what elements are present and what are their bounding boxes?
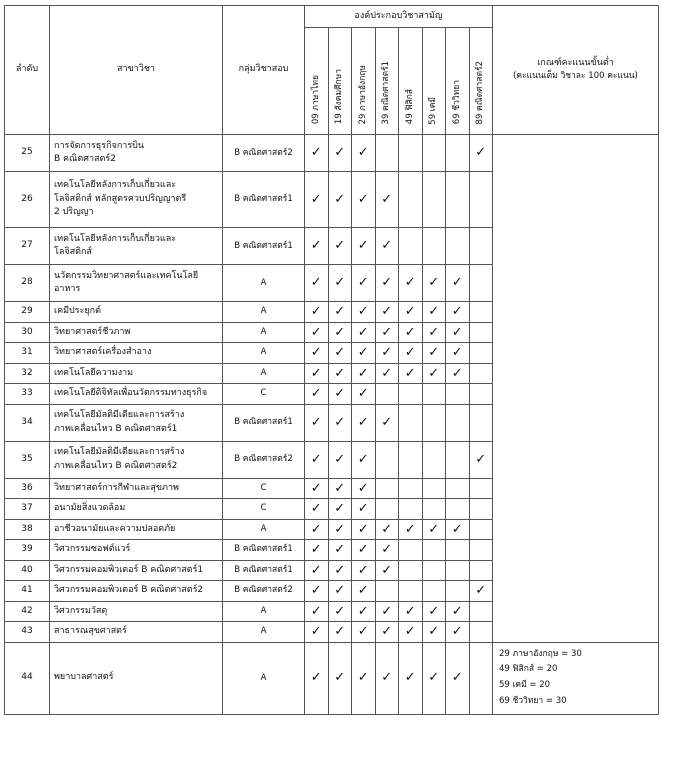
- major-name-line: วิทยาศาสตร์ชีวภาพ: [54, 326, 131, 337]
- major-name: [50, 540, 223, 561]
- empty-cell: [422, 384, 446, 405]
- check-mark-icon: ✓: [469, 581, 493, 602]
- criteria-line: 29 ภาษาอังกฤษ = 30: [499, 648, 582, 659]
- table-body: [5, 135, 659, 715]
- check-mark-icon: ✓: [375, 228, 399, 265]
- major-name-line: เคมีประยุกต์: [54, 306, 101, 316]
- empty-cell: [446, 172, 470, 228]
- check-mark-icon: ✓: [305, 404, 329, 441]
- check-mark-icon: ✓: [352, 519, 376, 540]
- check-mark-icon: ✓: [305, 343, 329, 364]
- check-mark-icon: ✓: [328, 302, 352, 323]
- empty-cell: [469, 478, 493, 499]
- check-mark-icon: ✓: [422, 622, 446, 643]
- check-mark-icon: ✓: [375, 302, 399, 323]
- exam-group: A: [223, 519, 305, 540]
- check-mark-icon: ✓: [305, 601, 329, 622]
- check-mark-icon: ✓: [305, 642, 329, 714]
- major-name: [50, 384, 223, 405]
- subject-header: [399, 28, 423, 135]
- check-mark-icon: ✓: [328, 384, 352, 405]
- check-mark-icon: ✓: [305, 622, 329, 643]
- table-row: [5, 135, 659, 172]
- major-name-line: เทคโนโลยีมัลติมีเดียและการสร้าง: [54, 447, 185, 457]
- empty-cell: [399, 478, 423, 499]
- criteria-empty-cell: [493, 135, 659, 643]
- empty-cell: [469, 322, 493, 343]
- empty-cell: [422, 172, 446, 228]
- check-mark-icon: ✓: [352, 601, 376, 622]
- empty-cell: [375, 135, 399, 172]
- row-number: 31: [5, 343, 50, 364]
- check-mark-icon: ✓: [352, 581, 376, 602]
- major-name-line: เทคโนโลยีดิจิทัลเพื่อนวัตกรรมทางธุรกิจ: [54, 388, 208, 398]
- check-mark-icon: ✓: [328, 404, 352, 441]
- check-mark-icon: ✓: [352, 642, 376, 714]
- check-mark-icon: ✓: [422, 322, 446, 343]
- subject-header: [469, 28, 493, 135]
- major-name: [50, 622, 223, 643]
- check-mark-icon: ✓: [305, 478, 329, 499]
- check-mark-icon: ✓: [328, 343, 352, 364]
- major-name-line: วิทยาศาสตร์เครื่องสำอาง: [54, 347, 152, 357]
- empty-cell: [469, 172, 493, 228]
- check-mark-icon: ✓: [375, 265, 399, 302]
- exam-group: B คณิตศาสตร์1: [223, 404, 305, 441]
- subject-header-label: 39 คณิตศาสตร์1: [381, 61, 392, 125]
- row-number: 27: [5, 228, 50, 265]
- check-mark-icon: ✓: [328, 228, 352, 265]
- check-mark-icon: ✓: [352, 322, 376, 343]
- check-mark-icon: ✓: [305, 265, 329, 302]
- check-mark-icon: ✓: [328, 642, 352, 714]
- check-mark-icon: ✓: [422, 601, 446, 622]
- subject-header-label: 09 ภาษาไทย: [310, 75, 321, 125]
- empty-cell: [399, 384, 423, 405]
- check-mark-icon: ✓: [328, 560, 352, 581]
- exam-group: C: [223, 499, 305, 520]
- exam-group: B คณิตศาสตร์1: [223, 560, 305, 581]
- table-row: [5, 642, 659, 714]
- check-mark-icon: ✓: [399, 622, 423, 643]
- empty-cell: [422, 540, 446, 561]
- exam-group: A: [223, 622, 305, 643]
- major-name-line: อาหาร: [54, 284, 81, 294]
- criteria-line: 59 เคมี = 20: [499, 680, 551, 690]
- check-mark-icon: ✓: [328, 519, 352, 540]
- empty-cell: [422, 228, 446, 265]
- check-mark-icon: ✓: [446, 343, 470, 364]
- empty-cell: [422, 441, 446, 478]
- empty-cell: [446, 540, 470, 561]
- empty-cell: [446, 404, 470, 441]
- check-mark-icon: ✓: [352, 384, 376, 405]
- subject-header-label: 69 ชีววิทยา: [451, 80, 462, 125]
- check-mark-icon: ✓: [352, 265, 376, 302]
- check-mark-icon: ✓: [375, 519, 399, 540]
- major-name-line: B คณิตศาสตร์2: [54, 154, 116, 164]
- empty-cell: [399, 404, 423, 441]
- empty-cell: [399, 560, 423, 581]
- subject-header: [422, 28, 446, 135]
- major-name: [50, 322, 223, 343]
- exam-group: B คณิตศาสตร์2: [223, 441, 305, 478]
- check-mark-icon: ✓: [305, 560, 329, 581]
- empty-cell: [375, 384, 399, 405]
- check-mark-icon: ✓: [375, 601, 399, 622]
- check-mark-icon: ✓: [469, 135, 493, 172]
- major-name: [50, 601, 223, 622]
- major-name-line: ภาพเคลื่อนไหว B คณิตศาสตร์1: [54, 423, 178, 434]
- major-name: [50, 478, 223, 499]
- major-name-line: อนามัยสิ่งแวดล้อม: [54, 503, 126, 513]
- check-mark-icon: ✓: [328, 172, 352, 228]
- empty-cell: [469, 363, 493, 384]
- empty-cell: [469, 540, 493, 561]
- major-name-line: เทคโนโลยีมัลติมีเดียและการสร้าง: [54, 410, 185, 420]
- empty-cell: [422, 404, 446, 441]
- row-number: 38: [5, 519, 50, 540]
- empty-cell: [446, 581, 470, 602]
- check-mark-icon: ✓: [328, 540, 352, 561]
- check-mark-icon: ✓: [305, 135, 329, 172]
- check-mark-icon: ✓: [305, 363, 329, 384]
- empty-cell: [422, 560, 446, 581]
- major-name-line: วิทยาศาสตร์การกีฬาและสุขภาพ: [54, 482, 179, 493]
- exam-group: A: [223, 601, 305, 622]
- empty-cell: [399, 172, 423, 228]
- empty-cell: [469, 404, 493, 441]
- major-name-line: 2 ปริญญา: [54, 207, 94, 218]
- empty-cell: [375, 581, 399, 602]
- empty-cell: [446, 441, 470, 478]
- row-number: 30: [5, 322, 50, 343]
- check-mark-icon: ✓: [422, 642, 446, 714]
- empty-cell: [399, 540, 423, 561]
- check-mark-icon: ✓: [352, 478, 376, 499]
- row-number: 44: [5, 642, 50, 714]
- check-mark-icon: ✓: [422, 519, 446, 540]
- check-mark-icon: ✓: [399, 322, 423, 343]
- row-number: 43: [5, 622, 50, 643]
- check-mark-icon: ✓: [375, 540, 399, 561]
- check-mark-icon: ✓: [352, 228, 376, 265]
- row-number: 42: [5, 601, 50, 622]
- exam-group: A: [223, 343, 305, 364]
- check-mark-icon: ✓: [352, 135, 376, 172]
- major-name: [50, 560, 223, 581]
- row-number: 29: [5, 302, 50, 323]
- exam-group: C: [223, 478, 305, 499]
- criteria-line: 69 ชีววิทยา = 30: [499, 695, 567, 706]
- empty-cell: [399, 441, 423, 478]
- check-mark-icon: ✓: [446, 265, 470, 302]
- empty-cell: [469, 499, 493, 520]
- empty-cell: [469, 622, 493, 643]
- empty-cell: [469, 343, 493, 364]
- major-name: [50, 519, 223, 540]
- major-name: [50, 228, 223, 265]
- major-name-line: เทคโนโลยีหลังการเก็บเกี่ยวและ: [54, 180, 177, 191]
- check-mark-icon: ✓: [328, 322, 352, 343]
- row-number: 40: [5, 560, 50, 581]
- check-mark-icon: ✓: [352, 404, 376, 441]
- major-name-line: เทคโนโลยีความงาม: [54, 367, 134, 378]
- row-number: 32: [5, 363, 50, 384]
- subject-header: [446, 28, 470, 135]
- empty-cell: [375, 441, 399, 478]
- row-number: 39: [5, 540, 50, 561]
- exam-group: A: [223, 363, 305, 384]
- subject-header-label: 59 เคมี: [428, 96, 439, 125]
- check-mark-icon: ✓: [352, 540, 376, 561]
- exam-group: A: [223, 642, 305, 714]
- check-mark-icon: ✓: [352, 363, 376, 384]
- exam-group: B คณิตศาสตร์1: [223, 172, 305, 228]
- empty-cell: [422, 581, 446, 602]
- empty-cell: [446, 478, 470, 499]
- criteria-cell: [493, 642, 659, 714]
- check-mark-icon: ✓: [399, 302, 423, 323]
- empty-cell: [469, 302, 493, 323]
- check-mark-icon: ✓: [328, 265, 352, 302]
- check-mark-icon: ✓: [328, 441, 352, 478]
- check-mark-icon: ✓: [305, 322, 329, 343]
- check-mark-icon: ✓: [422, 363, 446, 384]
- row-number: 35: [5, 441, 50, 478]
- check-mark-icon: ✓: [469, 441, 493, 478]
- check-mark-icon: ✓: [375, 404, 399, 441]
- exam-group: A: [223, 322, 305, 343]
- check-mark-icon: ✓: [305, 441, 329, 478]
- empty-cell: [446, 135, 470, 172]
- row-number: 41: [5, 581, 50, 602]
- requirements-table: [4, 5, 659, 715]
- empty-cell: [469, 560, 493, 581]
- subject-header-label: 29 ภาษาอังกฤษ: [357, 65, 368, 125]
- row-number: 25: [5, 135, 50, 172]
- check-mark-icon: ✓: [328, 601, 352, 622]
- check-mark-icon: ✓: [446, 519, 470, 540]
- subject-header-label: 19 สังคมศึกษา: [334, 69, 345, 125]
- check-mark-icon: ✓: [305, 384, 329, 405]
- empty-cell: [446, 384, 470, 405]
- major-name-line: นวัตกรรมวิทยาศาสตร์และเทคโนโลยี: [54, 270, 199, 281]
- check-mark-icon: ✓: [328, 581, 352, 602]
- empty-cell: [469, 228, 493, 265]
- check-mark-icon: ✓: [399, 601, 423, 622]
- exam-group: B คณิตศาสตร์2: [223, 135, 305, 172]
- major-name: [50, 135, 223, 172]
- check-mark-icon: ✓: [375, 322, 399, 343]
- row-number: 33: [5, 384, 50, 405]
- check-mark-icon: ✓: [305, 540, 329, 561]
- exam-group: A: [223, 265, 305, 302]
- empty-cell: [422, 135, 446, 172]
- header-criteria-line1: เกณฑ์คะแนนขั้นต่ำ: [537, 57, 614, 68]
- check-mark-icon: ✓: [375, 560, 399, 581]
- empty-cell: [469, 384, 493, 405]
- empty-cell: [469, 642, 493, 714]
- check-mark-icon: ✓: [399, 343, 423, 364]
- check-mark-icon: ✓: [352, 343, 376, 364]
- row-number: 37: [5, 499, 50, 520]
- check-mark-icon: ✓: [305, 519, 329, 540]
- check-mark-icon: ✓: [399, 642, 423, 714]
- header-group: กลุ่มวิชาสอบ: [223, 6, 305, 135]
- major-name-line: อาชีวอนามัยและความปลอดภัย: [54, 523, 176, 534]
- row-number: 26: [5, 172, 50, 228]
- criteria-line: 49 ฟิสิกส์ = 20: [499, 664, 558, 675]
- major-name: [50, 343, 223, 364]
- subject-header: [305, 28, 329, 135]
- check-mark-icon: ✓: [305, 581, 329, 602]
- check-mark-icon: ✓: [328, 499, 352, 520]
- major-name-line: โลจิสติกส์: [54, 247, 92, 257]
- major-name-line: พยาบาลศาสตร์: [54, 672, 114, 683]
- check-mark-icon: ✓: [446, 642, 470, 714]
- exam-group: B คณิตศาสตร์1: [223, 228, 305, 265]
- check-mark-icon: ✓: [305, 228, 329, 265]
- check-mark-icon: ✓: [399, 265, 423, 302]
- check-mark-icon: ✓: [328, 363, 352, 384]
- row-number: 28: [5, 265, 50, 302]
- empty-cell: [446, 228, 470, 265]
- row-number: 36: [5, 478, 50, 499]
- subject-header: [328, 28, 352, 135]
- check-mark-icon: ✓: [399, 363, 423, 384]
- major-name-line: การจัดการธุรกิจการบิน: [54, 140, 145, 151]
- header-criteria: [493, 6, 659, 135]
- check-mark-icon: ✓: [446, 601, 470, 622]
- empty-cell: [399, 135, 423, 172]
- check-mark-icon: ✓: [446, 302, 470, 323]
- subject-header: [375, 28, 399, 135]
- check-mark-icon: ✓: [399, 519, 423, 540]
- exam-group: B คณิตศาสตร์1: [223, 540, 305, 561]
- check-mark-icon: ✓: [305, 172, 329, 228]
- empty-cell: [469, 601, 493, 622]
- major-name-line: วิศวกรรมซอฟต์แวร์: [54, 544, 131, 554]
- empty-cell: [399, 499, 423, 520]
- check-mark-icon: ✓: [305, 499, 329, 520]
- check-mark-icon: ✓: [446, 622, 470, 643]
- subject-header: [352, 28, 376, 135]
- major-name-line: สาธารณสุขศาสตร์: [54, 626, 127, 636]
- empty-cell: [375, 478, 399, 499]
- header-no: ลำดับ: [5, 6, 50, 135]
- check-mark-icon: ✓: [375, 642, 399, 714]
- check-mark-icon: ✓: [352, 172, 376, 228]
- check-mark-icon: ✓: [352, 622, 376, 643]
- major-name-line: วิศวกรรมคอมพิวเตอร์ B คณิตศาสตร์2: [54, 585, 204, 595]
- empty-cell: [375, 499, 399, 520]
- empty-cell: [446, 560, 470, 581]
- empty-cell: [422, 478, 446, 499]
- check-mark-icon: ✓: [375, 363, 399, 384]
- check-mark-icon: ✓: [352, 560, 376, 581]
- header-major: สาขาวิชา: [50, 6, 223, 135]
- check-mark-icon: ✓: [328, 135, 352, 172]
- exam-group: B คณิตศาสตร์2: [223, 581, 305, 602]
- check-mark-icon: ✓: [446, 322, 470, 343]
- major-name-line: วิศวกรรมคอมพิวเตอร์ B คณิตศาสตร์1: [54, 564, 204, 575]
- major-name: [50, 441, 223, 478]
- check-mark-icon: ✓: [422, 302, 446, 323]
- empty-cell: [469, 519, 493, 540]
- major-name: [50, 363, 223, 384]
- check-mark-icon: ✓: [422, 265, 446, 302]
- major-name: [50, 581, 223, 602]
- header-components: องค์ประกอบวิชาสามัญ: [305, 6, 493, 28]
- major-name: [50, 642, 223, 714]
- row-number: 34: [5, 404, 50, 441]
- empty-cell: [446, 499, 470, 520]
- empty-cell: [399, 581, 423, 602]
- major-name: [50, 265, 223, 302]
- check-mark-icon: ✓: [422, 343, 446, 364]
- check-mark-icon: ✓: [375, 622, 399, 643]
- subject-header-label: 89 คณิตศาสตร์2: [475, 61, 486, 125]
- subject-header-label: 49 ฟิสิกส์: [404, 89, 415, 125]
- major-name-line: โลจิสติกส์ หลักสูตรควบปริญญาตรี: [54, 193, 187, 204]
- check-mark-icon: ✓: [375, 343, 399, 364]
- check-mark-icon: ✓: [305, 302, 329, 323]
- exam-group: A: [223, 302, 305, 323]
- major-name: [50, 172, 223, 228]
- check-mark-icon: ✓: [375, 172, 399, 228]
- check-mark-icon: ✓: [446, 363, 470, 384]
- empty-cell: [422, 499, 446, 520]
- major-name-line: เทคโนโลยีหลังการเก็บเกี่ยวและ: [54, 233, 177, 244]
- exam-group: C: [223, 384, 305, 405]
- major-name: [50, 302, 223, 323]
- header-criteria-line2: (คะแนนเต็ม วิชาละ 100 คะแนน): [513, 71, 638, 82]
- check-mark-icon: ✓: [328, 622, 352, 643]
- major-name-line: ภาพเคลื่อนไหว B คณิตศาสตร์2: [54, 460, 178, 471]
- major-name: [50, 499, 223, 520]
- empty-cell: [469, 265, 493, 302]
- check-mark-icon: ✓: [352, 441, 376, 478]
- major-name-line: วิศวกรรมวัสดุ: [54, 605, 108, 616]
- empty-cell: [399, 228, 423, 265]
- check-mark-icon: ✓: [352, 499, 376, 520]
- major-name: [50, 404, 223, 441]
- check-mark-icon: ✓: [328, 478, 352, 499]
- check-mark-icon: ✓: [352, 302, 376, 323]
